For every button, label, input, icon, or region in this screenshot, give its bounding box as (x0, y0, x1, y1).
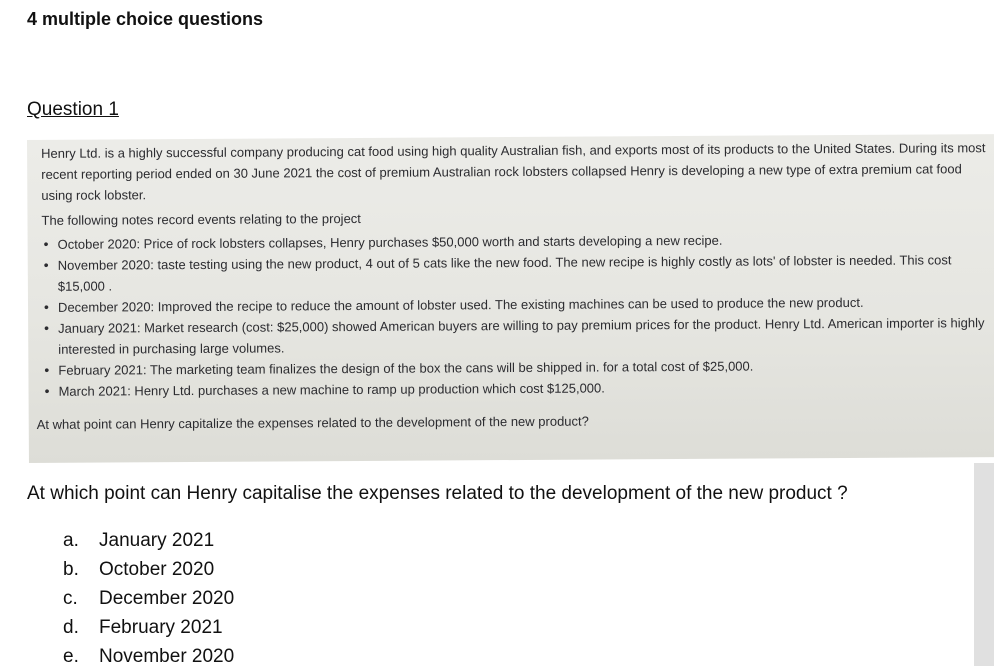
photo-note-item: • March 2021: Henry Ltd. purchases a new machine to ramp up production which cost $125,000. (42, 375, 991, 402)
photo-note-item: • December 2020: Improved the recipe to reduce the amount of lobster used. The existing machines can be used to produce the new product. (42, 291, 991, 318)
option-text: November 2020 (99, 645, 235, 667)
photo-question: At what point can Henry capitalize the expenses related to the development of the new product? (36, 413, 589, 432)
option-letter: e. (63, 645, 79, 667)
answer-options (63, 526, 234, 671)
option-b[interactable] (63, 555, 234, 584)
option-text: February 2021 (99, 616, 223, 638)
option-letter: c. (63, 587, 78, 609)
option-letter: d. (63, 616, 79, 638)
photo-notes-list (42, 228, 992, 402)
photo-note-item: • November 2020: taste testing using the new product, 4 out of 5 cats like the new food. The new recipe is highly costly as lots' of lobster is needed. This cost $15,000 . (42, 249, 991, 297)
photo-intro-paragraph: Henry Ltd. is a highly successful company producing cat food using high quality Australian fish, and exports most of its products to the United States. During its most recent reporting period ended on 30 June 2021 the cost of premium Australian rock lobsters collapsed Henry is developing a new type of extra premium cat food using rock lobster. (41, 140, 986, 203)
page-heading: 4 multiple choice questions (27, 9, 264, 29)
option-text: October 2020 (99, 558, 215, 580)
option-d[interactable] (63, 613, 234, 642)
photo-note-item: • February 2021: The marketing team finalizes the design of the box the cans will be shipped in. for a total cost of $25,000. (42, 354, 991, 381)
option-c[interactable] (63, 584, 234, 613)
scroll-strip (974, 463, 994, 666)
option-letter: a. (63, 529, 79, 551)
question-title: Question 1 (27, 99, 119, 120)
photo-note-item: • January 2021: Market research (cost: $25,000) showed American buyers are willing to pay premium prices for the product. Henry Ltd. American importer is highly interested in purchasing large volumes. (42, 312, 991, 360)
question-photo (27, 134, 994, 463)
option-e[interactable] (63, 642, 234, 671)
photo-notes-label: The following notes record events relating to the project (41, 210, 361, 228)
option-a[interactable] (63, 526, 234, 555)
question-text: At which point can Henry capitalise the expenses related to the development of the new product ? (27, 483, 848, 504)
option-text: December 2020 (99, 587, 235, 609)
option-text: January 2021 (99, 529, 215, 551)
option-letter: b. (63, 558, 79, 580)
photo-note-item: • October 2020: Price of rock lobsters collapses, Henry purchases $50,000 worth and starts developing a new recipe. (42, 228, 991, 255)
